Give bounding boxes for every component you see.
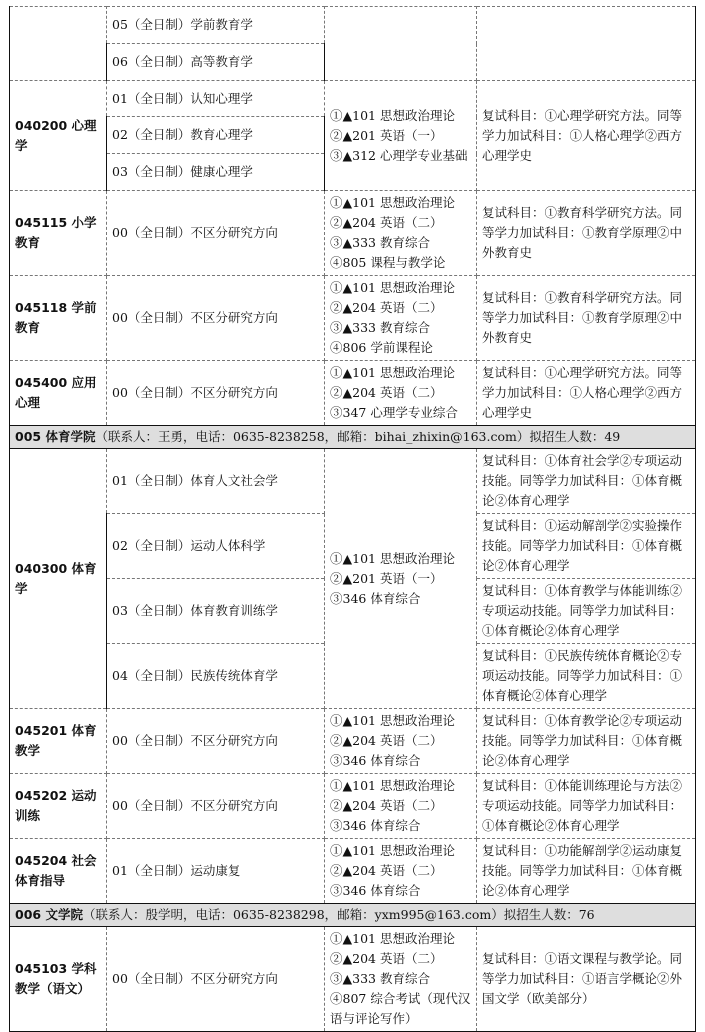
retest-subjects-cell: 复试科目：①运动解剖学②实验操作技能。同等学力加试科目：①体育概论②体育心理学 xyxy=(477,514,696,579)
direction-cell: 05（全日制）学前教育学 xyxy=(107,7,325,44)
major-cell: 045103 学科教学（语文） xyxy=(10,927,107,1032)
retest-subjects-cell: 复试科目：①体育教学与体能训练②专项运动技能。同等学力加试科目：①体育概论②体育心理学 xyxy=(477,579,696,644)
exam-subjects-cell: ①▲101 思想政治理论 ②▲204 英语（二） ③346 体育综合 xyxy=(325,709,477,774)
retest-subjects-cell: 复试科目：①民族传统体育概论②专项运动技能。同等学力加试科目：①体育概论②体育心理学 xyxy=(477,644,696,709)
direction-cell: 04（全日制）民族传统体育学 xyxy=(107,644,325,709)
college-header xyxy=(10,426,696,449)
direction-cell: 00（全日制）不区分研究方向 xyxy=(107,361,325,426)
direction-cell: 02（全日制）运动人体科学 xyxy=(107,514,325,579)
direction-cell: 01（全日制）运动康复 xyxy=(107,839,325,904)
exam-subjects-cell: ①▲101 思想政治理论 ②▲204 英语（二） ③347 心理学专业综合 xyxy=(325,361,477,426)
table-row xyxy=(10,191,696,276)
major-cell: 045118 学前教育 xyxy=(10,276,107,361)
exam-subjects-cell: ①▲101 思想政治理论 ②▲204 英语（二） ③▲333 教育综合 ④806 学前课程论 xyxy=(325,276,477,361)
exam-subjects-cell: ①▲101 思想政治理论 ②▲204 英语（二） ③▲333 教育综合 ④805 课程与教学论 xyxy=(325,191,477,276)
direction-cell: 03（全日制）健康心理学 xyxy=(107,154,325,191)
table-row xyxy=(10,81,696,117)
exam-subjects-cell: ①▲101 思想政治理论 ②▲201 英语（一） ③346 体育综合 xyxy=(325,449,477,709)
direction-cell: 00（全日制）不区分研究方向 xyxy=(107,927,325,1032)
college-header-row xyxy=(10,426,696,449)
major-cell: 045204 社会体育指导 xyxy=(10,839,107,904)
direction-cell: 00（全日制）不区分研究方向 xyxy=(107,276,325,361)
college-contact: （联系人：殷学明，电话：0635-8238298，邮箱：yxm995@163.com）拟招生人数：76 xyxy=(82,907,595,922)
direction-cell: 01（全日制）体育人文社会学 xyxy=(107,449,325,514)
retest-cell-empty xyxy=(477,7,696,81)
direction-cell: 00（全日制）不区分研究方向 xyxy=(107,191,325,276)
table-row xyxy=(10,927,696,1032)
major-cell: 045201 体育教学 xyxy=(10,709,107,774)
direction-cell: 03（全日制）体育教育训练学 xyxy=(107,579,325,644)
retest-subjects-cell: 复试科目：①语文课程与教学论。同等学力加试科目：①语言学概论②外国文学（欧美部分） xyxy=(477,927,696,1032)
table-row xyxy=(10,7,696,44)
table-row xyxy=(10,361,696,426)
direction-cell: 00（全日制）不区分研究方向 xyxy=(107,709,325,774)
retest-subjects-cell: 复试科目：①心理学研究方法。同等学力加试科目：①人格心理学②西方心理学史 xyxy=(477,81,696,191)
exam-subjects-cell: ①▲101 思想政治理论 ②▲204 英语（二） ③▲333 教育综合 ④807 综合考试（现代汉语与评论写作） xyxy=(325,927,477,1032)
admissions-table xyxy=(9,6,696,1032)
retest-subjects-cell: 复试科目：①教育科学研究方法。同等学力加试科目：①教育学原理②中外教育史 xyxy=(477,276,696,361)
retest-subjects-cell: 复试科目：①体能训练理论与方法②专项运动技能。同等学力加试科目：①体育概论②体育心理学 xyxy=(477,774,696,839)
direction-cell: 02（全日制）教育心理学 xyxy=(107,117,325,154)
exam-cell-empty xyxy=(325,7,477,81)
table-row xyxy=(10,709,696,774)
exam-subjects-cell: ①▲101 思想政治理论 ②▲204 英语（二） ③346 体育综合 xyxy=(325,839,477,904)
major-cell: 045115 小学教育 xyxy=(10,191,107,276)
direction-cell: 06（全日制）高等教育学 xyxy=(107,44,325,81)
table-row xyxy=(10,276,696,361)
major-cell: 045202 运动训练 xyxy=(10,774,107,839)
direction-cell: 00（全日制）不区分研究方向 xyxy=(107,774,325,839)
major-cell-empty xyxy=(10,7,107,81)
exam-subjects-cell: ①▲101 思想政治理论 ②▲201 英语（一） ③▲312 心理学专业基础 xyxy=(325,81,477,191)
retest-subjects-cell: 复试科目：①体育教学论②专项运动技能。同等学力加试科目：①体育概论②体育心理学 xyxy=(477,709,696,774)
college-name: 006 文学院 xyxy=(15,907,83,922)
table-row xyxy=(10,774,696,839)
college-name: 005 体育学院 xyxy=(15,429,96,444)
table-row xyxy=(10,839,696,904)
direction-cell: 01（全日制）认知心理学 xyxy=(107,81,325,117)
major-cell: 040200 心理学 xyxy=(10,81,107,191)
retest-subjects-cell: 复试科目：①体育社会学②专项运动技能。同等学力加试科目：①体育概论②体育心理学 xyxy=(477,449,696,514)
college-contact: （联系人：王勇，电话：0635-8238258，邮箱：bihai_zhixin@163.com）拟招生人数：49 xyxy=(95,429,621,444)
college-header-row xyxy=(10,904,696,927)
retest-subjects-cell: 复试科目：①功能解剖学②运动康复技能。同等学力加试科目：①体育概论②体育心理学 xyxy=(477,839,696,904)
retest-subjects-cell: 复试科目：①教育科学研究方法。同等学力加试科目：①教育学原理②中外教育史 xyxy=(477,191,696,276)
table-row xyxy=(10,449,696,514)
major-cell: 045400 应用心理 xyxy=(10,361,107,426)
major-cell: 040300 体育学 xyxy=(10,449,107,709)
exam-subjects-cell: ①▲101 思想政治理论 ②▲204 英语（二） ③346 体育综合 xyxy=(325,774,477,839)
retest-subjects-cell: 复试科目：①心理学研究方法。同等学力加试科目：①人格心理学②西方心理学史 xyxy=(477,361,696,426)
college-header xyxy=(10,904,696,927)
